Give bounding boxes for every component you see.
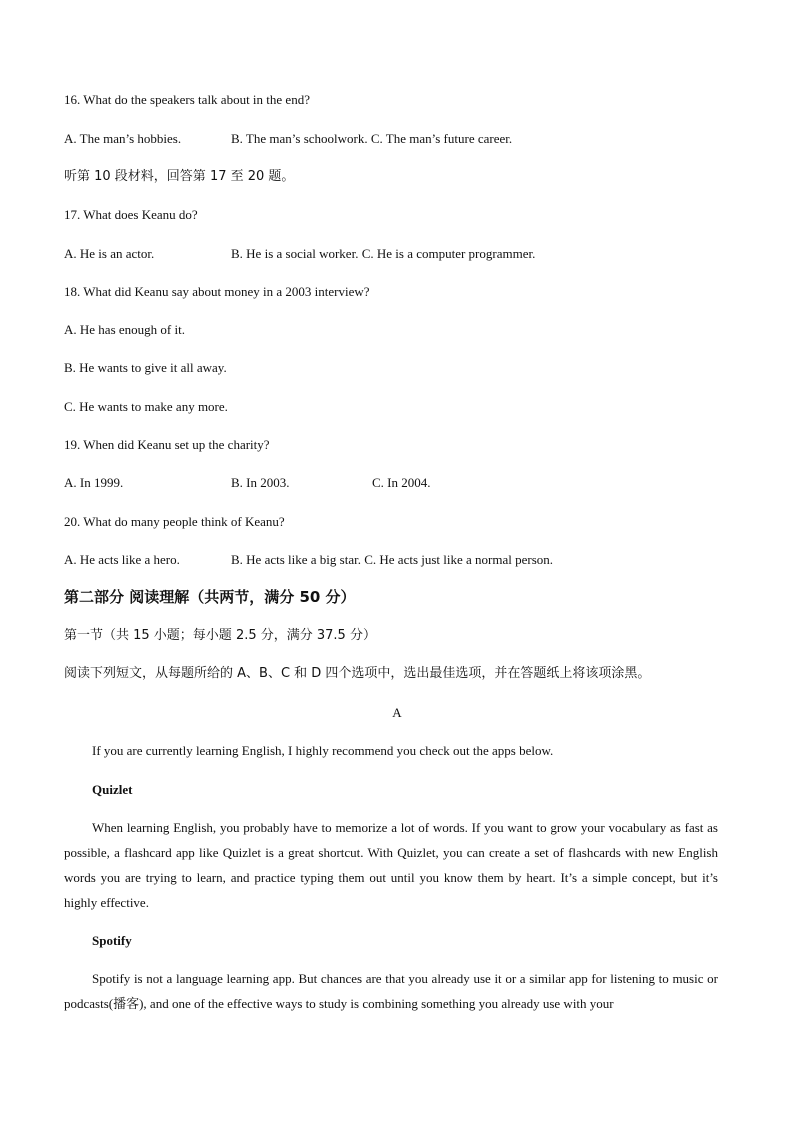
- listening-instruction-10: 听第 10 段材料，回答第 17 至 20 题。: [64, 169, 295, 184]
- question-17-stem: 17. What does Keanu do?: [64, 207, 198, 222]
- spotify-paragraph: Spotify is not a language learning app. But chances are that you already use it or a similar app for listening to music or podcasts(播客), and one of the effective ways to study is combining something you already use with your: [64, 971, 718, 1011]
- question-16-options-bc: B. The man’s schoolwork. C. The man’s future career.: [231, 131, 513, 146]
- question-19-stem: 19. When did Keanu set up the charity?: [64, 437, 270, 452]
- question-17-option-a: A. He is an actor.: [64, 246, 155, 261]
- quizlet-paragraph: When learning English, you probably have to memorize a lot of words. If you want to grow your vocabulary as fast as possible, a flashcard app like Quizlet is a great shortcut. With Quizlet, you can create a set of flashcards with new English words you are trying to learn, and practice typing them out until you know them by heart. It’s a simple concept, but it’s highly effective.: [64, 820, 718, 910]
- question-16-stem: 16. What do the speakers talk about in the end?: [64, 92, 310, 107]
- spotify-heading: Spotify: [92, 933, 132, 948]
- question-20-stem: 20. What do many people think of Keanu?: [64, 514, 285, 529]
- reading-directions: 阅读下列短文，从每题所给的 A、B、C 和 D 四个选项中，选出最佳选项，并在答题纸上将该项涂黑。: [64, 666, 651, 681]
- passage-label: A: [392, 705, 402, 720]
- question-18-option-b: B. He wants to give it all away.: [64, 360, 227, 375]
- question-16-option-a: A. The man’s hobbies.: [64, 131, 182, 146]
- question-18-option-a: A. He has enough of it.: [64, 322, 185, 337]
- quizlet-heading: Quizlet: [92, 782, 133, 797]
- question-18-stem: 18. What did Keanu say about money in a 2003 interview?: [64, 284, 370, 299]
- section-1-heading: 第一节（共 15 小题；每小题 2.5 分，满分 37.5 分）: [64, 628, 376, 643]
- question-19-option-a: A. In 1999.: [64, 475, 124, 490]
- part-2-heading: 第二部分 阅读理解（共两节，满分 50 分）: [64, 588, 356, 606]
- question-20-option-a: A. He acts like a hero.: [64, 552, 180, 567]
- question-17-options-bc: B. He is a social worker. C. He is a computer programmer.: [231, 246, 536, 261]
- question-20-options-bc: B. He acts like a big star. C. He acts just like a normal person.: [231, 552, 554, 567]
- question-19-option-b: B. In 2003.: [231, 475, 290, 490]
- question-19-option-c: C. In 2004.: [372, 475, 431, 490]
- question-18-option-c: C. He wants to make any more.: [64, 399, 228, 414]
- passage-intro: If you are currently learning English, I highly recommend you check out the apps below.: [92, 743, 554, 758]
